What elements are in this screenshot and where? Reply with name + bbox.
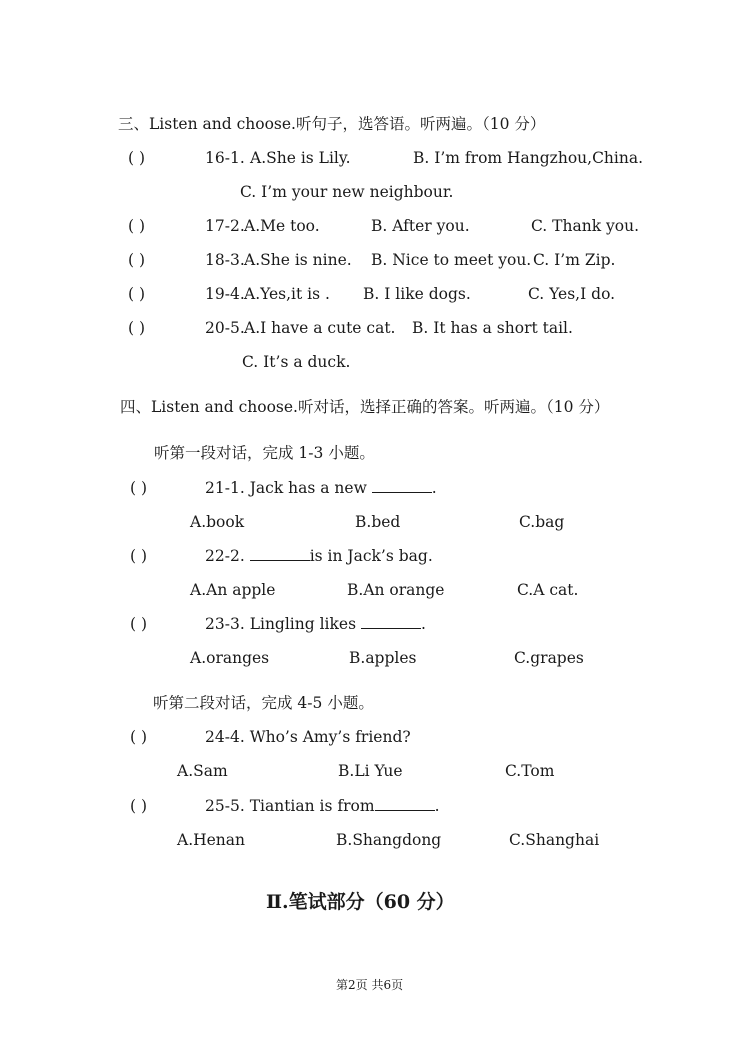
option-a: A.An apple — [190, 581, 276, 599]
fill-blank-line[interactable] — [375, 796, 435, 811]
option-a: A.Me too. — [244, 217, 320, 235]
question-number: 21-1. — [205, 479, 245, 497]
option-c: C.A cat. — [517, 581, 579, 599]
question-number: 23-3. — [205, 615, 245, 633]
option-b: B. After you. — [371, 217, 470, 235]
option-c: C. I’m Zip. — [533, 251, 616, 269]
question-stem — [205, 796, 440, 816]
section4-heading: 四、Listen and choose.听对话，选择正确的答案。听两遍。（10 分） — [120, 398, 610, 416]
option-a: A.I have a cute cat. — [244, 319, 396, 337]
option-b: B. It has a short tail. — [412, 319, 573, 337]
section3-heading: 三、Listen and choose.听句子，选答语。听两遍。（10 分） — [118, 115, 546, 133]
question-number: 22-2. — [205, 547, 245, 565]
answer-blank[interactable]: ( ) — [128, 149, 146, 167]
answer-blank[interactable]: ( ) — [128, 251, 146, 269]
option-c: C.Shanghai — [509, 831, 600, 849]
question-number: 19-4. — [205, 285, 245, 303]
option-b: B.apples — [349, 649, 417, 667]
answer-blank[interactable]: ( ) — [130, 728, 148, 746]
question-number: 24-4. — [205, 728, 245, 746]
option-b: B.An orange — [347, 581, 445, 599]
stem-text: Lingling likes — [249, 615, 361, 633]
answer-blank[interactable]: ( ) — [128, 285, 146, 303]
option-c: C.Tom — [505, 762, 555, 780]
fill-blank-line[interactable] — [250, 546, 310, 561]
option-c: C. It’s a duck. — [242, 353, 351, 371]
dialog2-intro: 听第二段对话，完成 4-5 小题。 — [153, 694, 374, 712]
option-b: B. I’m from Hangzhou,China. — [413, 149, 644, 167]
option-c: C. Yes,I do. — [528, 285, 616, 303]
stem-text: Who’s Amy’s friend? — [249, 728, 411, 746]
answer-blank[interactable]: ( ) — [128, 217, 146, 235]
option-c: C. Thank you. — [531, 217, 640, 235]
option-b: B.Li Yue — [338, 762, 403, 780]
option-a: A.She is nine. — [244, 251, 352, 269]
stem-text: Tiantian is from — [249, 797, 375, 815]
fill-blank-line[interactable] — [372, 478, 432, 493]
question-stem — [205, 614, 426, 634]
answer-blank[interactable]: ( ) — [130, 615, 148, 633]
option-b: B.Shangdong — [336, 831, 442, 849]
stem-text: Jack has a new — [249, 479, 372, 497]
option-a: A.She is Lily. — [250, 149, 351, 167]
option-b: B.bed — [355, 513, 401, 531]
option-a: A.book — [190, 513, 245, 531]
question-number: 25-5. — [205, 797, 245, 815]
stem-text-end: . — [431, 479, 437, 497]
question-number: 20-5. — [205, 319, 245, 337]
page-footer: 第2页 共6页 — [336, 978, 404, 992]
fill-blank-line[interactable] — [361, 614, 421, 629]
question-number: 17-2. — [205, 217, 245, 235]
stem-text-end: . — [420, 615, 426, 633]
option-b: B. Nice to meet you. — [371, 251, 532, 269]
answer-blank[interactable]: ( ) — [130, 797, 148, 815]
option-c: C.bag — [519, 513, 565, 531]
answer-blank[interactable]: ( ) — [130, 479, 148, 497]
question-stem — [205, 478, 437, 498]
stem-text-end: . — [434, 797, 440, 815]
option-a: A.oranges — [190, 649, 270, 667]
part2-title: Ⅱ.笔试部分（60 分） — [266, 891, 455, 913]
answer-blank[interactable]: ( ) — [130, 547, 148, 565]
question-stem — [205, 727, 411, 747]
option-a: A.Yes,it is . — [244, 285, 330, 303]
stem-text-end: is in Jack’s bag. — [309, 547, 433, 565]
option-a: A.Henan — [177, 831, 246, 849]
option-b: B. I like dogs. — [363, 285, 471, 303]
question-stem — [205, 546, 433, 566]
question-number: 18-3. — [205, 251, 245, 269]
answer-blank[interactable]: ( ) — [128, 319, 146, 337]
option-a: A.Sam — [177, 762, 228, 780]
dialog1-intro: 听第一段对话，完成 1-3 小题。 — [154, 444, 375, 462]
option-c: C. I’m your new neighbour. — [240, 183, 454, 201]
option-c: C.grapes — [514, 649, 584, 667]
question-number: 16-1. — [205, 149, 245, 167]
